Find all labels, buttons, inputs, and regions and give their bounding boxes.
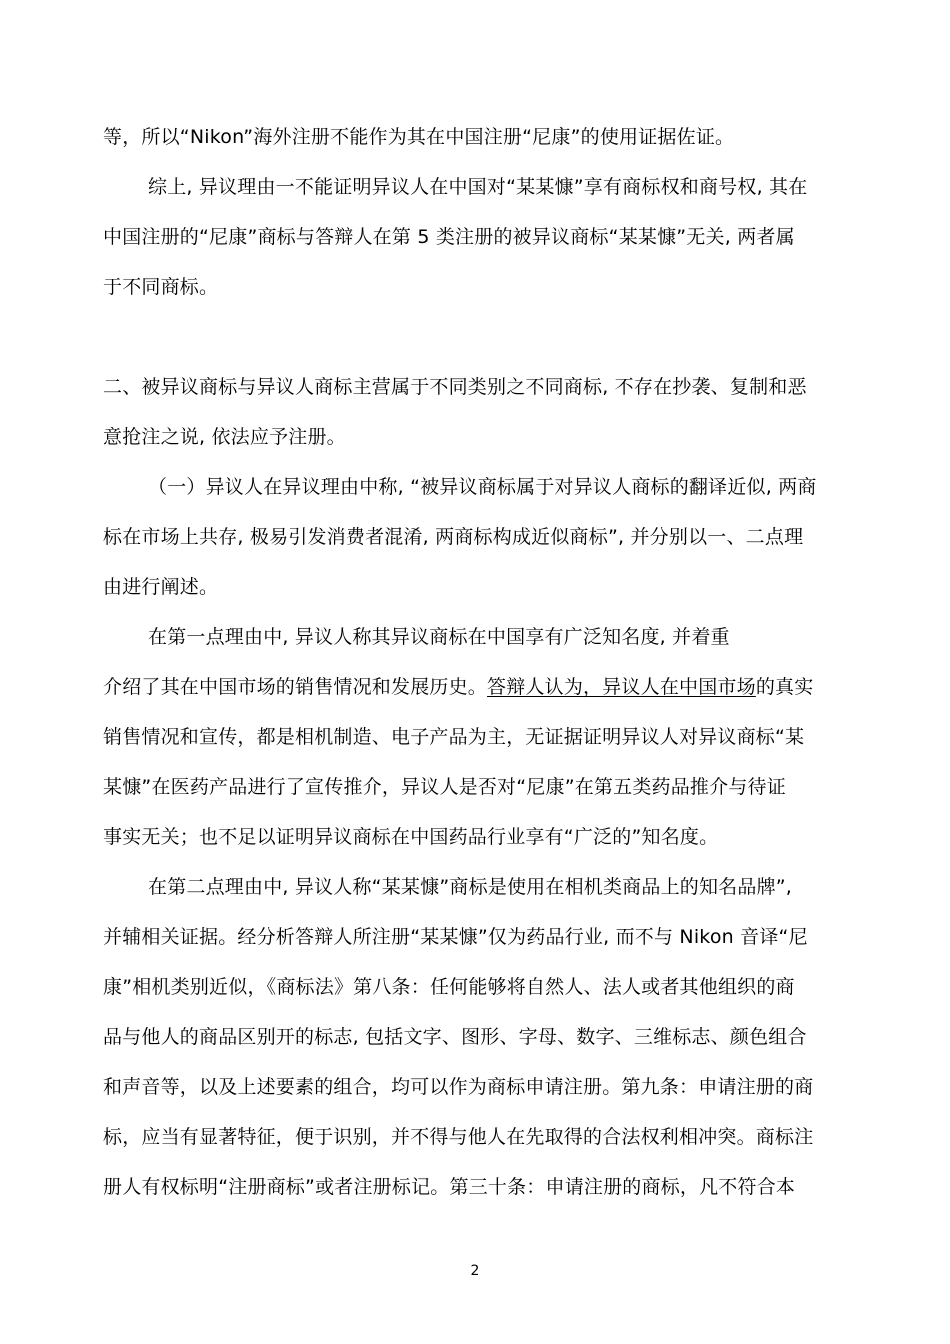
- text-line-2: 综上, 异议理由一不能证明异议人在中国对“某某慷”享有商标权和商号权, 其在: [148, 176, 808, 198]
- text-line-14: 事实无关；也不足以证明异议商标在中国药品行业享有“广泛的”知名度。: [103, 826, 719, 848]
- page-number: 2: [470, 1263, 480, 1279]
- text-line-18: 品与他人的商品区别开的标志, 包括文字、图形、字母、数字、三维标志、颜色组合: [103, 1026, 807, 1048]
- text-segment-plain-end: 的真实: [755, 676, 814, 698]
- text-line-10: 在第一点理由中, 异议人称其异议商标在中国享有广泛知名度, 并着重: [148, 626, 730, 648]
- text-line-20: 标，应当有显著特征，便于识别，并不得与他人在先取得的合法权利相冲突。商标注: [103, 1126, 814, 1148]
- text-line-16: 并辅相关证据。经分析答辩人所注册“某某慷”仅为药品行业, 而不与 Nikon 音译“尼: [103, 926, 808, 948]
- text-segment-plain: 介绍了其在中国市场的销售情况和发展历史。: [103, 676, 488, 698]
- section-heading-line-1: 二、被异议商标与异议人商标主营属于不同类别之不同商标, 不存在抄袭、复制和恶: [103, 376, 807, 398]
- text-line-21: 册人有权标明“注册商标”或者注册标记。第三十条：申请注册的商标，凡不符合本: [103, 1176, 796, 1198]
- text-line-7: （一）异议人在异议理由中称, “被异议商标属于对异议人商标的翻译近似, 两商: [148, 476, 817, 498]
- text-line-17: 康”相机类别近似，《商标法》第八条：任何能够将自然人、法人或者其他组织的商: [103, 976, 795, 998]
- text-line-8: 标在市场上共存, 极易引发消费者混淆, 两商标构成近似商标”, 并分别以一、二点理: [103, 526, 804, 548]
- text-line-9: 由进行阐述。: [103, 576, 219, 598]
- text-line-11: [103, 675, 863, 699]
- text-line-19: 和声音等，以及上述要素的组合，均可以作为商标申请注册。第九条：申请注册的商: [103, 1076, 814, 1098]
- underlined-text: 答辩人认为，异议人在中国市场: [487, 676, 756, 698]
- section-heading-line-2: 意抢注之说, 依法应予注册。: [103, 426, 346, 448]
- text-line-15: 在第二点理由中, 异议人称“某某慷”商标是使用在相机类商品上的知名品牌”,: [148, 876, 793, 898]
- text-line-4: 于不同商标。: [103, 276, 219, 298]
- text-line-1: 等，所以“Nikon”海外注册不能作为其在中国注册“尼康”的使用证据佐证。: [103, 126, 735, 148]
- text-line-3: 中国注册的“尼康”商标与答辩人在第 5 类注册的被异议商标“某某慷”无关, 两者属: [103, 226, 795, 248]
- text-line-13: 某慷”在医药产品进行了宣传推介，异议人是否对“尼康”在第五类药品推介与待证: [103, 776, 786, 798]
- text-line-12: 销售情况和宣传，都是相机制造、电子产品为主，无证据证明异议人对异议商标“某: [103, 726, 805, 748]
